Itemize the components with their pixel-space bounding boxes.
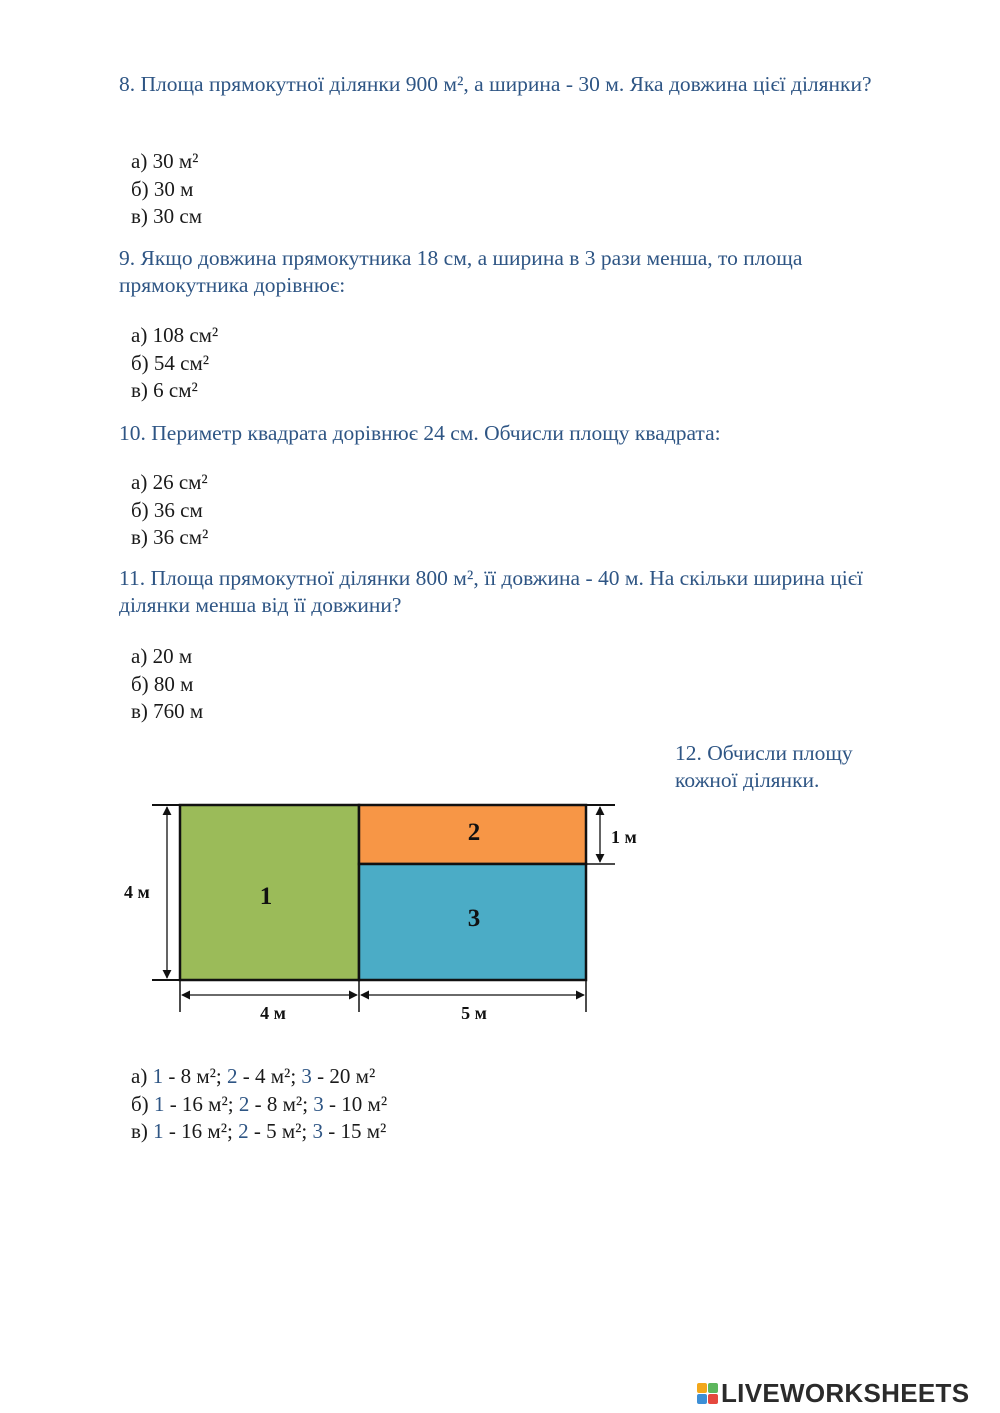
logo-square [708, 1394, 718, 1404]
region-value: - 8 м²; [163, 1064, 227, 1088]
strip-label: 1 м [611, 827, 637, 847]
option[interactable]: а) 20 м [131, 644, 193, 668]
logo-text: LIVEWORKSHEETS [721, 1377, 970, 1408]
region-value: - 10 м² [323, 1091, 388, 1116]
question-12 [675, 740, 925, 794]
option[interactable]: в) 36 см² [131, 525, 209, 549]
option[interactable]: б) 80 м [131, 671, 194, 696]
option[interactable]: б) 36 см [131, 497, 203, 522]
region-1-label: 1 [259, 883, 273, 910]
width2-label: 5 м [461, 1003, 487, 1023]
logo-square [697, 1394, 707, 1404]
option[interactable]: а) 30 м² [131, 149, 199, 173]
option[interactable]: б) 54 см² [131, 350, 210, 375]
region-number: 3 [301, 1064, 312, 1088]
logo-square [708, 1383, 718, 1393]
logo-square [697, 1383, 707, 1393]
option[interactable]: а) 108 см² [131, 323, 219, 347]
region-number: 2 [238, 1119, 249, 1143]
question-12-line2: кожної ділянки. [675, 768, 820, 792]
option[interactable] [131, 1063, 387, 1091]
region-value: - 16 м²; [164, 1091, 239, 1116]
region-3-label: 3 [467, 905, 481, 932]
option[interactable]: в) 760 м [131, 699, 204, 723]
area-diagram [110, 790, 670, 1035]
question-9: 9. Якщо довжина прямокутника 18 см, а ширина в 3 рази менша, то площа прямокутника дорівнює: [119, 246, 803, 297]
region-value: - 5 м²; [248, 1119, 313, 1143]
height-label: 4 м [124, 882, 150, 902]
question-11: 11. Площа прямокутної ділянки 800 м², її довжина - 40 м. На скільки ширина цієї ділянки менша від її довжини? [119, 566, 863, 617]
region-value: - 20 м² [311, 1064, 376, 1088]
question-12-options [131, 1063, 387, 1146]
width1-label: 4 м [260, 1003, 286, 1023]
liveworksheets-logo[interactable] [697, 1378, 969, 1408]
region-number: 3 [312, 1119, 324, 1143]
option[interactable]: в) 30 см [131, 204, 203, 228]
option-prefix: а) [131, 1064, 153, 1088]
option[interactable]: а) 26 см² [131, 470, 208, 494]
option-prefix: в) [131, 1119, 154, 1143]
question-11-options [131, 643, 203, 726]
region-number: 1 [152, 1064, 164, 1088]
region-2-label: 2 [467, 819, 481, 846]
logo-icon [697, 1383, 718, 1404]
question-12-line1: 12. Обчисли площу [675, 741, 853, 765]
option[interactable] [131, 1118, 387, 1146]
question-10: 10. Периметр квадрата дорівнює 24 см. Обчисли площу квадрата: [119, 421, 721, 445]
question-8: 8. Площа прямокутної ділянки 900 м², а ширина - 30 м. Яка довжина цієї ділянки? [119, 72, 872, 96]
region-number: 1 [153, 1119, 164, 1143]
region-number: 2 [238, 1091, 250, 1116]
option[interactable] [131, 1091, 387, 1119]
region-number: 3 [313, 1091, 324, 1116]
question-8-options [131, 148, 202, 231]
region-value: - 16 м²; [163, 1119, 239, 1143]
option-prefix: б) [131, 1091, 154, 1116]
region-value: - 4 м²; [237, 1064, 302, 1088]
region-value: - 8 м²; [249, 1091, 314, 1116]
region-number: 1 [153, 1091, 165, 1116]
question-9-options [131, 322, 218, 405]
question-10-options [131, 469, 208, 552]
region-value: - 15 м² [323, 1119, 387, 1143]
option[interactable]: в) 6 см² [131, 378, 198, 402]
option[interactable]: б) 30 м [131, 176, 194, 201]
region-number: 2 [227, 1064, 238, 1088]
